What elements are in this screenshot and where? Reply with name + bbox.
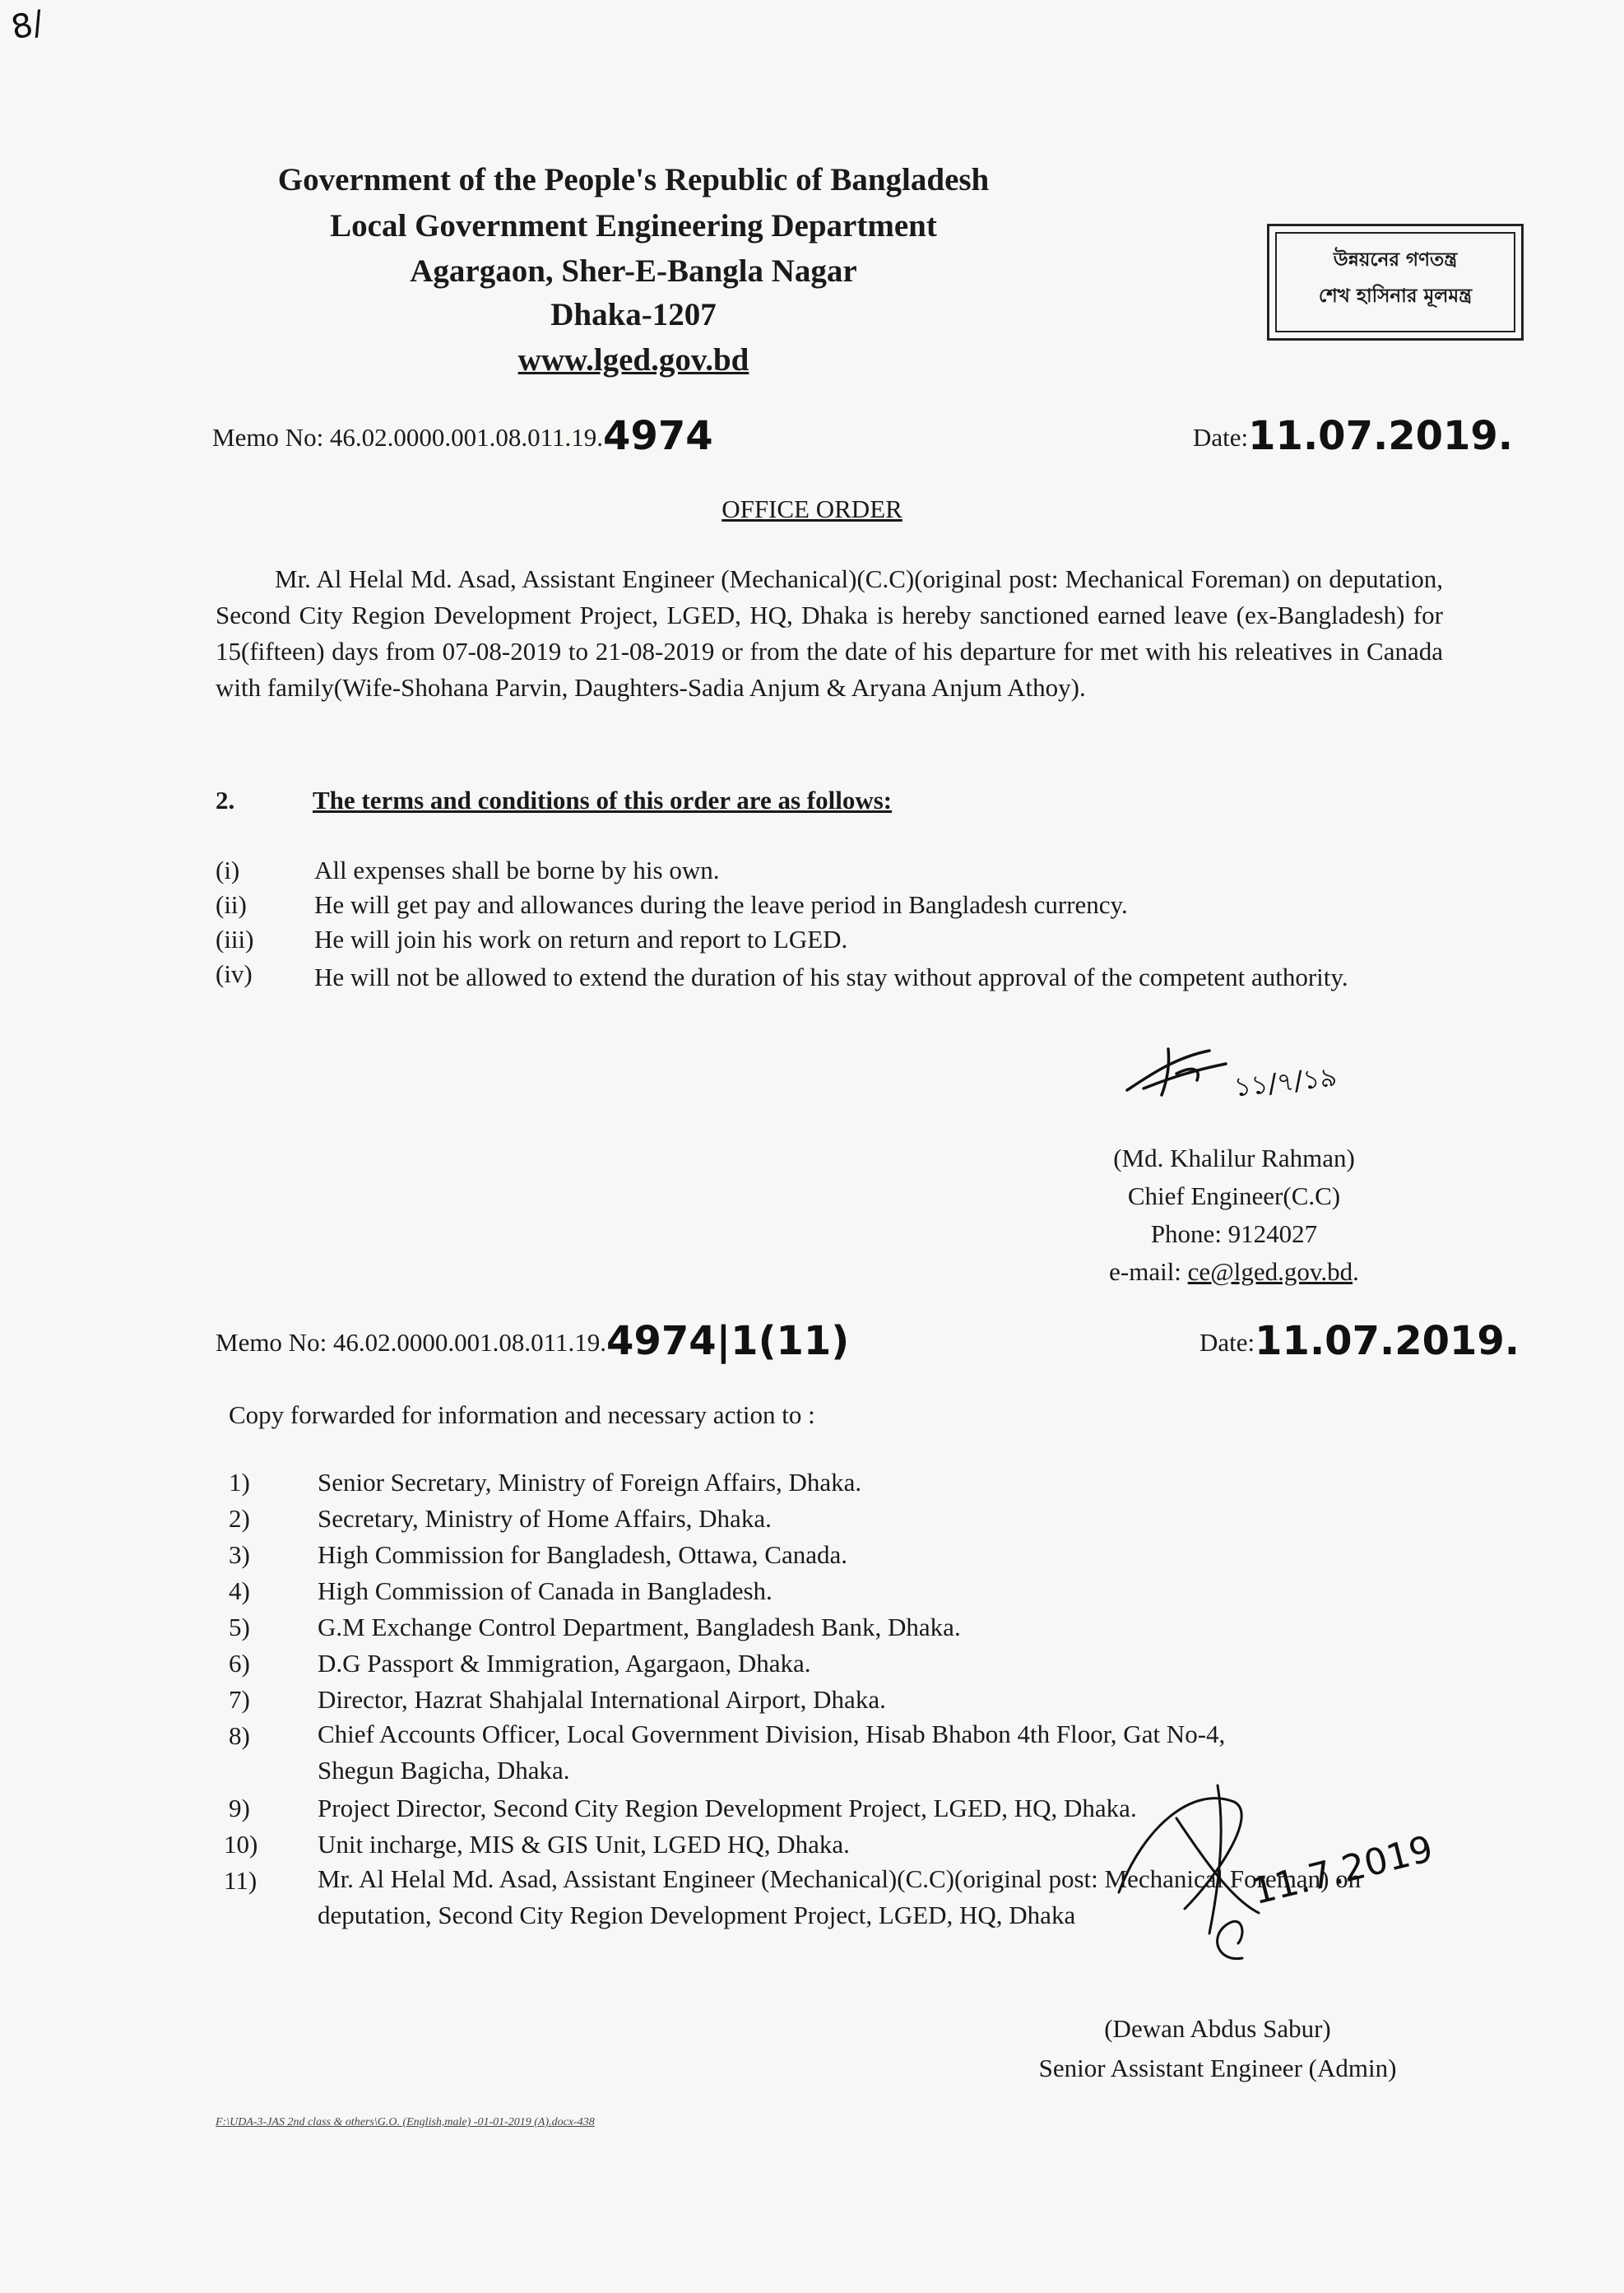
office-order-title (0, 491, 1624, 527)
terms-item-number: (iii) (216, 925, 254, 954)
terms-item-number: (i) (216, 856, 240, 884)
copy-item-number: 2) (229, 1504, 250, 1533)
signatory2-name: (Dewan Abdus Sabur) (1104, 2014, 1331, 2043)
email-label: e-mail: (1109, 1257, 1188, 1286)
website-link[interactable]: www.lged.gov.bd (517, 342, 749, 378)
footer-file-path: F:\UDA-3-JAS 2nd class & others\G.O. (English,male) -01-01-2019 (A).docx-438 (216, 2116, 595, 2128)
signatory-email-line (1053, 1253, 1415, 1291)
terms-heading (313, 782, 892, 819)
memo-number-prefix: Memo No: 46.02.0000.001.08.011.19. (212, 423, 604, 452)
terms-item-text: He will not be allowed to extend the duration of his stay without approval of the competent authority. (314, 963, 1348, 991)
copy-item-number: 9) (229, 1794, 250, 1822)
copy-item-number: 4) (229, 1576, 250, 1605)
memo2-number-line (216, 1318, 850, 1364)
terms-item-text: All expenses shall be borne by his own. (314, 856, 720, 884)
memo2-date-label: Date: (1199, 1328, 1255, 1357)
copy-item-number: 6) (229, 1649, 250, 1678)
signatory-phone: Phone: 9124027 (1150, 1219, 1318, 1248)
copy-item-number: 11) (224, 1866, 258, 1895)
copy-item-text: Project Director, Second City Region Development Project, LGED, HQ, Dhaka. (318, 1794, 1137, 1822)
copy-item-text: Senior Secretary, Ministry of Foreign Affairs, Dhaka. (318, 1468, 862, 1497)
memo-date (1193, 413, 1514, 459)
memo-handwritten-number: 4974 (603, 413, 713, 459)
motto-line-2: শেখ হাসিনার মূলমন্ত্র (1318, 285, 1473, 307)
copy-item-text: Chief Accounts Officer, Local Government Division, Hisab Bhabon 4th Floor, Gat No-4, Shegun Bagicha, Dhaka. (318, 1720, 1226, 1785)
copy-item-number: 3) (229, 1540, 250, 1569)
chief-engineer-block (1053, 1140, 1415, 1291)
header-government-line: Government of the People's Republic of Bangladesh (277, 162, 990, 197)
copy-item-text: Secretary, Ministry of Home Affairs, Dhaka. (318, 1504, 772, 1533)
motto-box (1267, 224, 1524, 341)
copy-item-text: Mr. Al Helal Md. Asad, Assistant Engineer (Mechanical)(C.C)(original post: Mechanical Foreman) on deputation, Second City Region Development Project, LGED, HQ, Dhaka (318, 1864, 1362, 1929)
terms-number: 2. (216, 786, 235, 815)
header-address-line: Agargaon, Sher-E-Bangla Nagar (410, 253, 857, 289)
copy-item-number: 1) (229, 1468, 250, 1497)
office-order-title-text: OFFICE ORDER (722, 494, 902, 523)
memo2-handwritten-suffix: 4974|1(11) (606, 1318, 850, 1364)
terms-item-number: (iv) (216, 959, 253, 988)
copy-item-number: 5) (229, 1613, 250, 1641)
copy-item-text: Director, Hazrat Shahjalal International Airport, Dhaka. (318, 1685, 886, 1714)
memo-handwritten-date: 11.07.2019. (1248, 413, 1514, 459)
memo2-date (1199, 1318, 1520, 1364)
signatory-name: (Md. Khalilur Rahman) (1113, 1144, 1355, 1172)
motto-inner-border (1275, 232, 1515, 332)
copy-item-text: Unit incharge, MIS & GIS Unit, LGED HQ, Dhaka. (318, 1830, 850, 1859)
motto-line-1: উন্নয়নের গণতন্ত্র (1333, 249, 1458, 271)
signatory2-designation: Senior Assistant Engineer (Admin) (1038, 2054, 1397, 2082)
senior-assistant-engineer-block (971, 2009, 1464, 2088)
email-suffix: . (1353, 1257, 1359, 1286)
memo-number-line (212, 413, 713, 459)
terms-item-text: He will get pay and allowances during the leave period in Bangladesh currency. (314, 890, 1128, 919)
copy-item-text: High Commission of Canada in Bangladesh. (318, 1576, 773, 1605)
copy-item-number: 7) (229, 1685, 250, 1714)
terms-list (216, 856, 1443, 1045)
header-department-line: Local Government Engineering Department (330, 208, 937, 244)
memo2-number-prefix: Memo No: 46.02.0000.001.08.011.19. (216, 1328, 607, 1357)
header-city-line: Dhaka-1207 (550, 297, 717, 332)
terms-item-number: (ii) (216, 890, 247, 919)
email-link[interactable]: ce@lged.gov.bd (1187, 1257, 1353, 1286)
header-website[interactable] (0, 341, 1267, 378)
signature-handwritten-date: 11.7.2019 (1248, 1827, 1437, 1914)
copy-intro: Copy forwarded for information and necessary action to : (229, 1400, 815, 1429)
signatory-designation: Chief Engineer(C.C) (1127, 1181, 1341, 1210)
memo2-handwritten-date: 11.07.2019. (1255, 1318, 1520, 1364)
copy-item-number: 10) (224, 1830, 258, 1859)
memo-date-label: Date: (1193, 423, 1249, 452)
corner-handwritten-mark: 8/ (7, 3, 48, 48)
copy-item-number: 8) (229, 1721, 250, 1750)
terms-item-text: He will join his work on return and report to LGED. (314, 925, 848, 954)
chief-engineer-signature-date: ১১/৭/১৯ (1232, 1061, 1339, 1103)
copy-item-text: High Commission for Bangladesh, Ottawa, Canada. (318, 1540, 848, 1569)
terms-heading-text: The terms and conditions of this order are as follows: (313, 786, 893, 815)
copy-item-text: G.M Exchange Control Department, Bangladesh Bank, Dhaka. (318, 1613, 961, 1641)
copy-item-text: D.G Passport & Immigration, Agargaon, Dhaka. (318, 1649, 811, 1678)
order-paragraph: Mr. Al Helal Md. Asad, Assistant Engineer (Mechanical)(C.C)(original post: Mechanical Foreman) on deputation, Second City Region Development Project, LGED, HQ, Dhaka is hereby sanctioned earned leave (ex-Bangladesh) for 15(fifteen) days from 07-08-2019 to 21-08-2019 or from the date of his departure for met with his releatives in Canada with family(Wife-Shohana Parvin, Daughters-Sadia Anjum & Aryana Anjum Athoy). (216, 564, 1443, 702)
